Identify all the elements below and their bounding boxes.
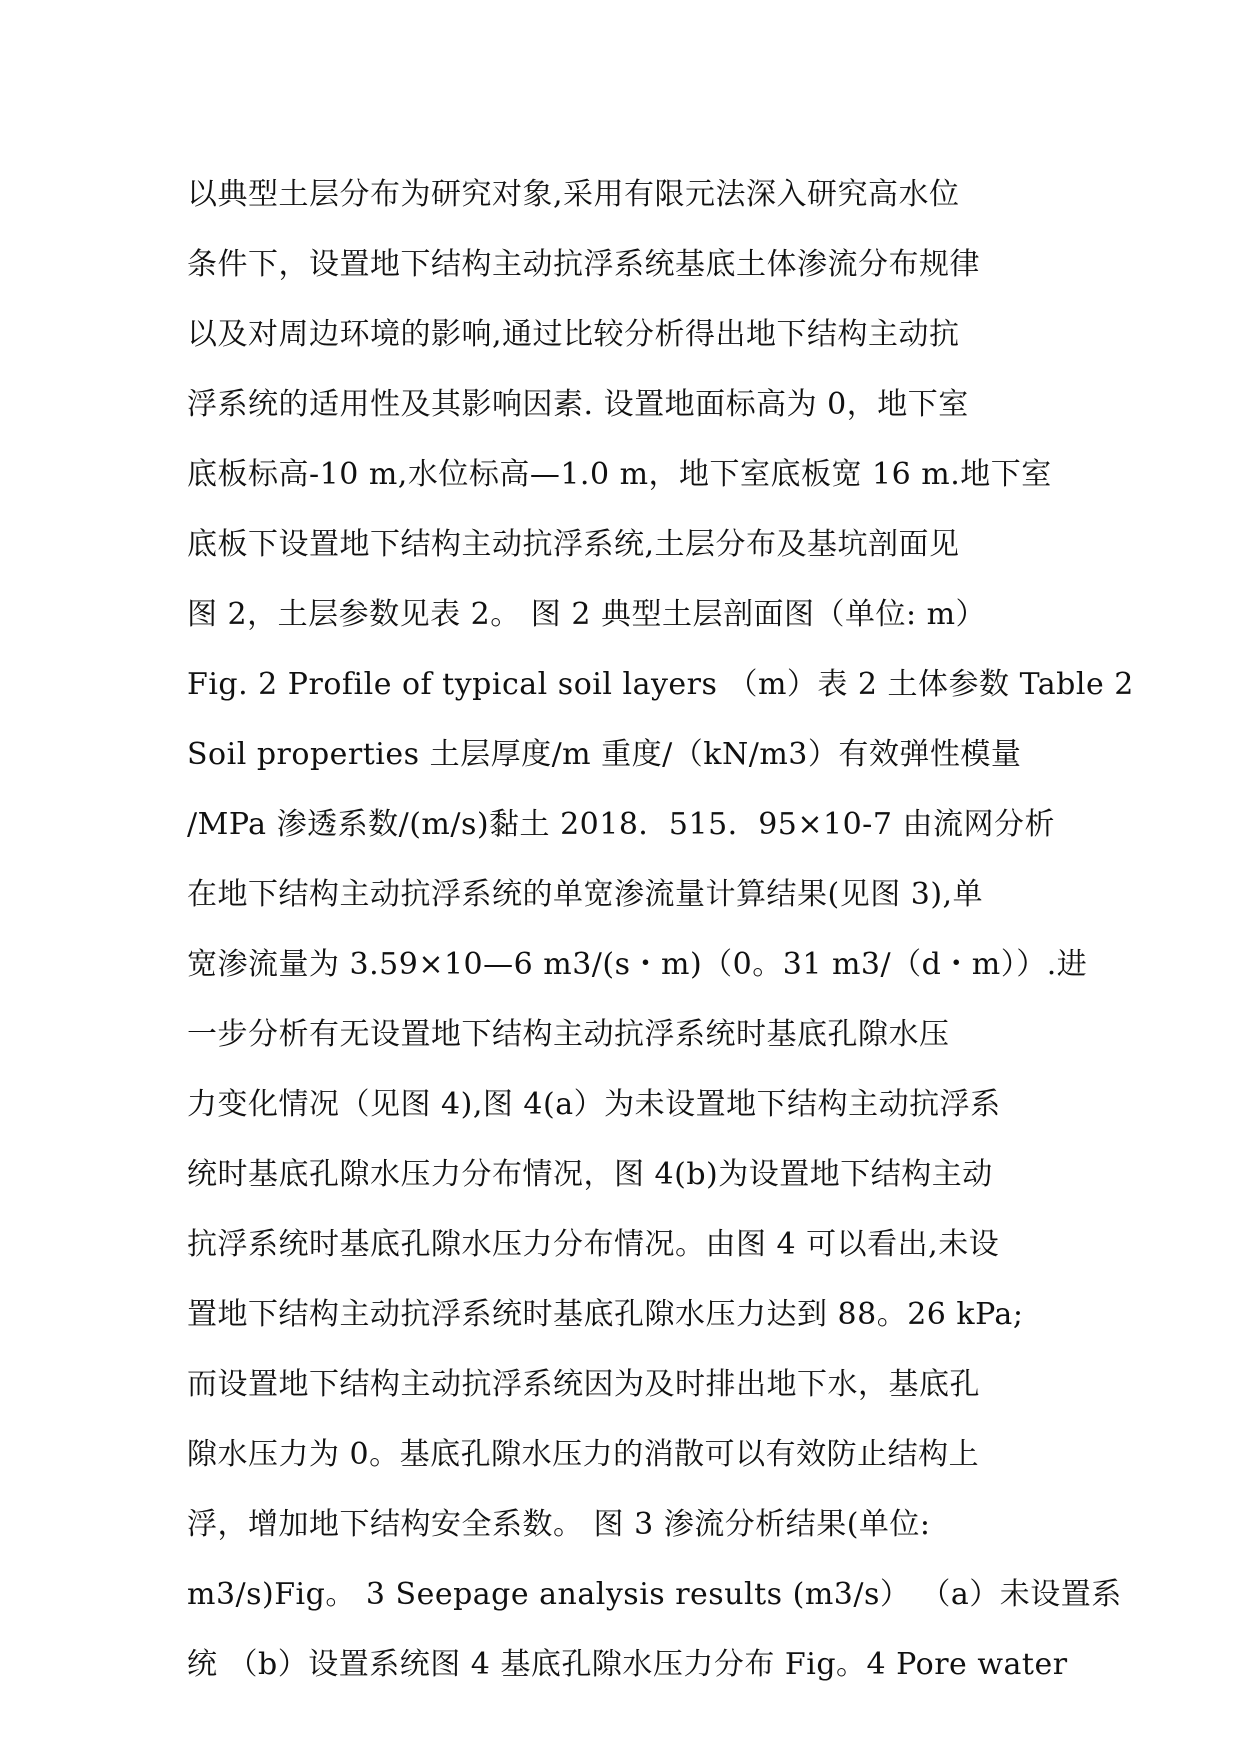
- text-line: 图 2，土层参数见表 2。 图 2 典型土层剖面图（单位: m）: [187, 597, 987, 632]
- text-line: 以典型土层分布为研究对象,采用有限元法深入研究高水位: [187, 177, 960, 212]
- text-line: 一步分析有无设置地下结构主动抗浮系统时基底孔隙水压: [187, 1017, 950, 1052]
- text-line: 浮，增加地下结构安全系数。 图 3 渗流分析结果(单位:: [187, 1507, 931, 1542]
- text-line: 抗浮系统时基底孔隙水压力分布情况。由图 4 可以看出,未设: [187, 1227, 1000, 1262]
- text-line: 底板标高-10 m,水位标高—1.0 m，地下室底板宽 16 m.地下室: [187, 457, 1052, 492]
- text-line: 置地下结构主动抗浮系统时基底孔隙水压力达到 88。26 kPa;: [187, 1297, 1024, 1332]
- text-line: Soil properties 土层厚度/m 重度/（kN/m3）有效弹性模量: [187, 737, 1022, 772]
- text-line: 浮系统的适用性及其影响因素. 设置地面标高为 0，地下室: [187, 387, 969, 422]
- text-line: 在地下结构主动抗浮系统的单宽渗流量计算结果(见图 3),单: [187, 877, 984, 912]
- text-line: Fig. 2 Profile of typical soil layers （m）表 2 土体参数 Table 2: [187, 667, 1134, 702]
- text-line: 底板下设置地下结构主动抗浮系统,土层分布及基坑剖面见: [187, 527, 960, 562]
- text-line: 而设置地下结构主动抗浮系统因为及时排出地下水，基底孔: [187, 1367, 980, 1402]
- text-line: m3/s)Fig。 3 Seepage analysis results (m3/s） （a）未设置系: [187, 1577, 1122, 1612]
- text-line: 统 （b）设置系统图 4 基底孔隙水压力分布 Fig。4 Pore water: [187, 1647, 1068, 1682]
- text-line: 力变化情况（见图 4),图 4(a）为未设置地下结构主动抗浮系: [187, 1087, 1001, 1122]
- text-line: 宽渗流量为 3.59×10—6 m3/(s・m)（0。31 m3/（d・m））.进: [187, 947, 1088, 982]
- text-line: 隙水压力为 0。基底孔隙水压力的消散可以有效防止结构上: [187, 1437, 980, 1472]
- text-line: 以及对周边环境的影响,通过比较分析得出地下结构主动抗: [187, 317, 960, 352]
- text-line: /MPa 渗透系数/(m/s)黏土 2018．515．95×10-7 由流网分析: [187, 807, 1055, 842]
- body-text: [187, 160, 1134, 1700]
- text-line: 条件下，设置地下结构主动抗浮系统基底土体渗流分布规律: [187, 247, 980, 282]
- text-line: 统时基底孔隙水压力分布情况，图 4(b)为设置地下结构主动: [187, 1157, 993, 1192]
